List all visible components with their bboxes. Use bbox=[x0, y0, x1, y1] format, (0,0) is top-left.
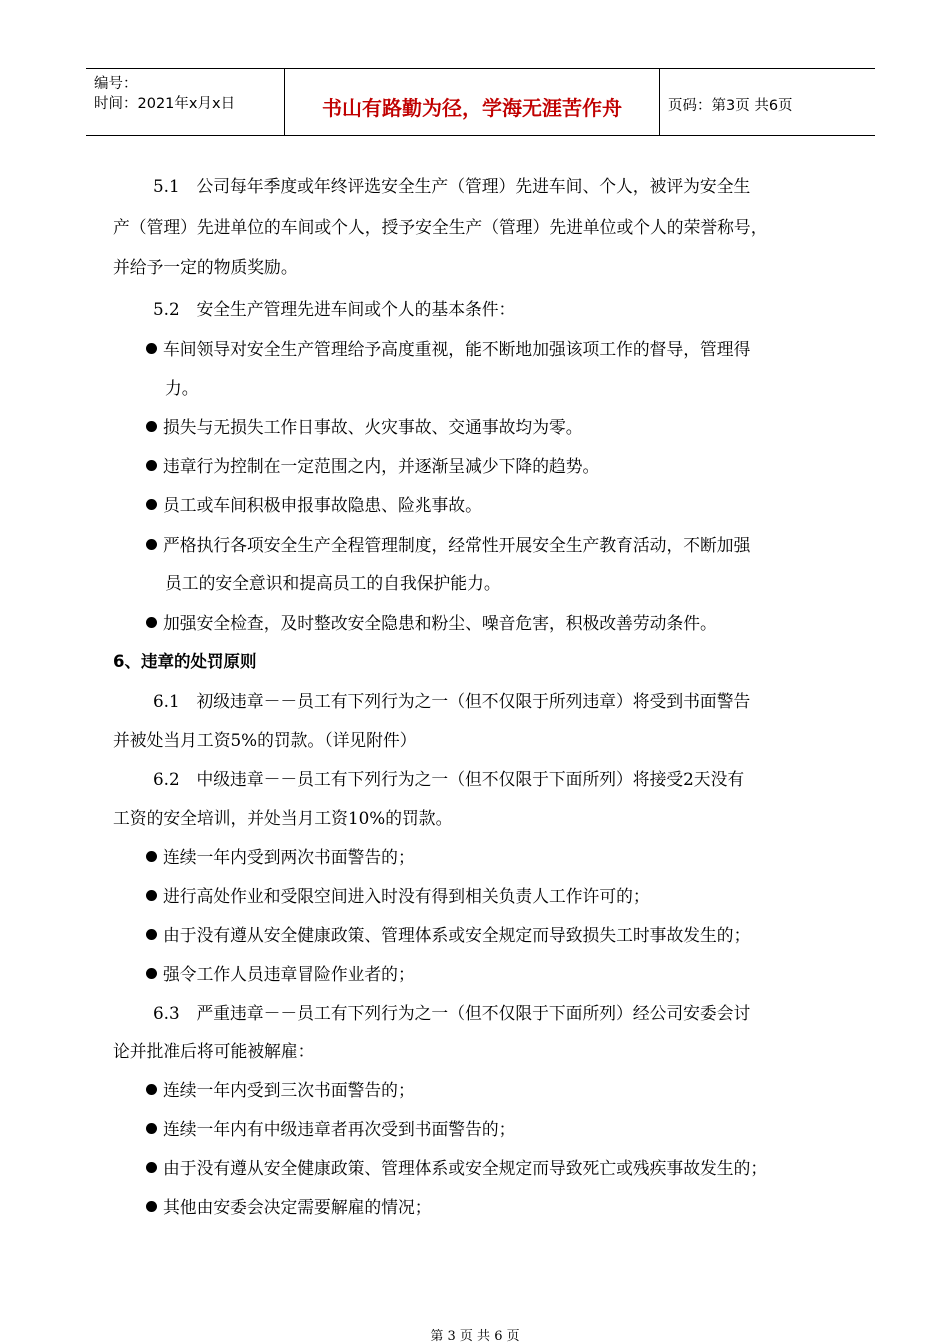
bullet-dot bbox=[146, 499, 157, 510]
list-item bbox=[146, 613, 717, 633]
paragraph-line: 6.3 严重违章－－员工有下列行为之一（但不仅限于下面所列）经公司安委会讨 bbox=[153, 1003, 751, 1023]
page-header bbox=[86, 68, 875, 136]
list-item-text: 连续一年内受到三次书面警告的； bbox=[163, 1080, 415, 1100]
bullet-dot bbox=[146, 1162, 157, 1173]
paragraph-line: 6.2 中级违章－－员工有下列行为之一（但不仅限于下面所列）将接受2天没有 bbox=[153, 769, 745, 789]
list-item-text: 加强安全检查，及时整改安全隐患和粉尘、噪音危害，积极改善劳动条件。 bbox=[163, 613, 717, 633]
header-motto: 书山有路勤为径，学海无涯苦作舟 bbox=[322, 96, 622, 120]
list-item bbox=[146, 925, 750, 945]
section-heading: 6、违章的处罚原则 bbox=[113, 652, 257, 671]
list-item-text: 连续一年内有中级违章者再次受到书面警告的； bbox=[163, 1119, 516, 1139]
list-item-text: 由于没有遵从安全健康政策、管理体系或安全规定而导致损失工时事故发生的； bbox=[163, 925, 751, 945]
list-item-text: 车间领导对安全生产管理给予高度重视，能不断地加强该项工作的督导，管理得 bbox=[163, 339, 751, 359]
bullet-dot bbox=[146, 1084, 157, 1095]
bullet-dot bbox=[146, 460, 157, 471]
paragraph-line: 并被处当月工资5%的罚款。（详见附件） bbox=[113, 730, 417, 750]
list-item-text: 严格执行各项安全生产全程管理制度，经常性开展安全生产教育活动，不断加强 bbox=[163, 535, 751, 555]
bullet-dot bbox=[146, 343, 157, 354]
list-item-text: 违章行为控制在一定范围之内，并逐渐呈减少下降的趋势。 bbox=[163, 456, 600, 476]
list-item bbox=[146, 964, 415, 984]
bullet-dot bbox=[146, 851, 157, 862]
list-item-text: 由于没有遵从安全健康政策、管理体系或安全规定而导致死亡或残疾事故发生的； bbox=[163, 1158, 768, 1178]
paragraph-line: 6.1 初级违章－－员工有下列行为之一（但不仅限于所列违章）将受到书面警告 bbox=[153, 691, 751, 711]
header-page-cell bbox=[660, 69, 875, 135]
bullet-dot bbox=[146, 890, 157, 901]
list-item-text: 员工或车间积极申报事故隐患、险兆事故。 bbox=[163, 495, 482, 515]
list-item bbox=[146, 417, 583, 437]
list-item bbox=[146, 339, 750, 359]
bullet-dot bbox=[146, 617, 157, 628]
list-item bbox=[146, 1080, 415, 1100]
list-item-text: 强令工作人员违章冒险作业者的； bbox=[163, 964, 415, 984]
list-item bbox=[146, 1119, 515, 1139]
header-info-cell bbox=[86, 69, 285, 135]
list-item bbox=[146, 847, 415, 867]
bullet-dot bbox=[146, 539, 157, 550]
header-motto-cell bbox=[285, 69, 660, 135]
list-item bbox=[146, 456, 599, 476]
list-item bbox=[146, 1158, 767, 1178]
list-item bbox=[146, 495, 482, 515]
bullet-dot bbox=[146, 968, 157, 979]
bullet-dot bbox=[146, 1123, 157, 1134]
paragraph-line: 并给予一定的物质奖励。 bbox=[113, 257, 298, 277]
document-number: 编号： bbox=[94, 76, 138, 92]
paragraph-line: 产（管理）先进单位的车间或个人，授予安全生产（管理）先进单位或个人的荣誉称号， bbox=[113, 217, 768, 237]
document-time: 时间：2021年x月x日 bbox=[94, 96, 236, 112]
paragraph-line: 5.1 公司每年季度或年终评选安全生产（管理）先进车间、个人，被评为安全生 bbox=[153, 176, 751, 196]
bullet-dot bbox=[146, 929, 157, 940]
list-item-continuation: 力。 bbox=[165, 378, 199, 398]
page-footer: 第 3 页 共 6 页 bbox=[430, 1329, 520, 1344]
bullet-dot bbox=[146, 1201, 157, 1212]
bullet-dot bbox=[146, 421, 157, 432]
paragraph-line: 论并批准后将可能被解雇： bbox=[113, 1041, 315, 1061]
list-item-text: 其他由安委会决定需要解雇的情况； bbox=[163, 1197, 432, 1217]
list-item-continuation: 员工的安全意识和提高员工的自我保护能力。 bbox=[165, 573, 501, 593]
list-item bbox=[146, 535, 750, 555]
list-item-text: 进行高处作业和受限空间进入时没有得到相关负责人工作许可的； bbox=[163, 886, 650, 906]
paragraph-line: 5.2 安全生产管理先进车间或个人的基本条件： bbox=[153, 299, 516, 319]
list-item-text: 损失与无损失工作日事故、火灾事故、交通事故均为零。 bbox=[163, 417, 583, 437]
paragraph-line: 工资的安全培训，并处当月工资10%的罚款。 bbox=[113, 808, 453, 828]
list-item bbox=[146, 886, 650, 906]
list-item-text: 连续一年内受到两次书面警告的； bbox=[163, 847, 415, 867]
list-item bbox=[146, 1197, 432, 1217]
header-page-info: 页码：第3页 共6页 bbox=[668, 98, 793, 114]
